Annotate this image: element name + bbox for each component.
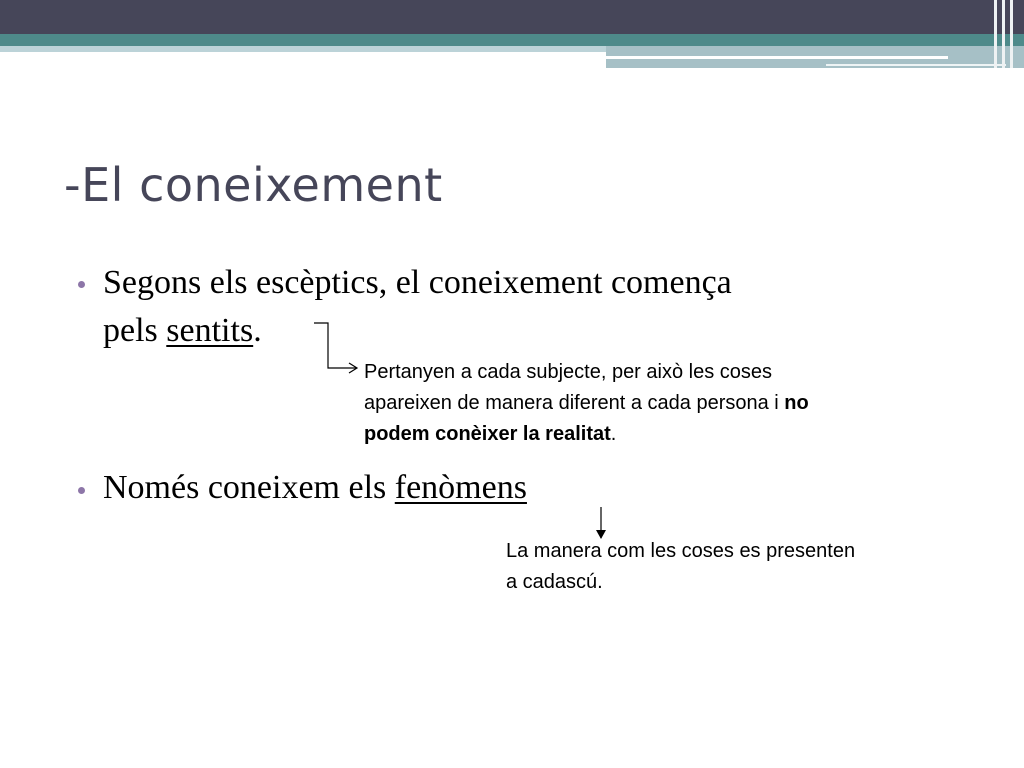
arrow-connector-sentits	[314, 323, 356, 368]
keyword-sentits: sentits	[166, 312, 254, 349]
bullet-item-1-line-1: Segons els escèptics, el coneixement comença	[103, 264, 732, 301]
note-line: La manera com les coses es presenten	[506, 540, 856, 562]
bullet-text: .	[253, 312, 262, 349]
note-bold: podem conèixer la realitat	[364, 423, 611, 445]
note-sentits	[364, 357, 809, 450]
slide-title: -El coneixement	[64, 158, 443, 212]
bullet-text: pels	[103, 312, 167, 349]
note-fenomens	[506, 536, 855, 598]
note-line: a cadascú.	[506, 571, 603, 593]
note-line: podem conèixer la realitat.	[364, 423, 617, 445]
keyword-fenomens: fenòmens	[394, 469, 527, 506]
note-line: Pertanyen a cada subjecte, per això les coses	[364, 361, 773, 383]
note-bold: no	[784, 392, 809, 414]
bullet-text: Només coneixem els	[103, 469, 395, 506]
note-line: apareixen de manera diferent a cada persona i no	[364, 392, 809, 414]
